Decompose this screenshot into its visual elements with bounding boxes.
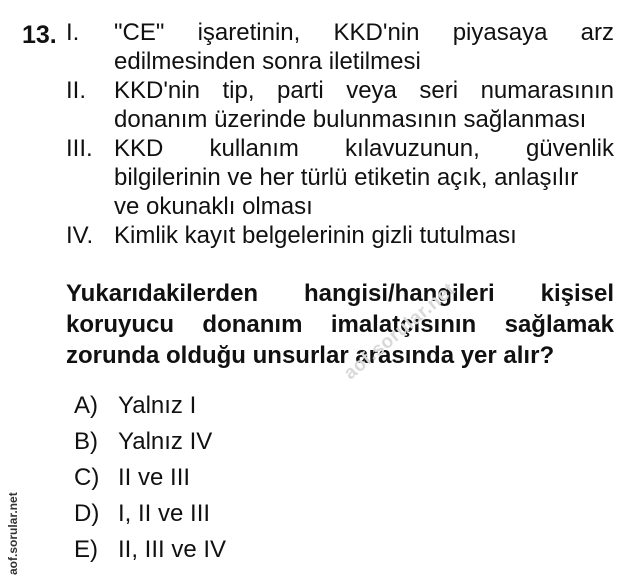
watermark-side: aof.sorular.net <box>6 492 20 575</box>
option-letter: D) <box>74 500 100 527</box>
option-c[interactable] <box>74 460 226 496</box>
statement-3 <box>66 134 614 221</box>
statement-numeral: IV. <box>66 222 94 249</box>
statement-numeral: II. <box>66 77 87 104</box>
statement-list <box>66 18 614 250</box>
statement-numeral: I. <box>66 19 80 46</box>
option-d[interactable] <box>74 496 226 532</box>
answer-options <box>74 388 226 568</box>
option-text: Yalnız I <box>118 392 197 419</box>
statement-text <box>114 18 614 76</box>
option-e[interactable] <box>74 532 226 568</box>
option-b[interactable] <box>74 424 226 460</box>
statement-line: Kimlik kayıt belgelerinin gizli tutulması <box>114 222 517 249</box>
question-stem-line: Yukarıdakilerden hangisi/hangileri kişisel <box>66 280 614 307</box>
option-text: II, III ve IV <box>118 536 227 563</box>
statement-text <box>114 134 614 221</box>
question-stem <box>66 278 614 371</box>
option-letter: E) <box>74 536 98 563</box>
watermark-diagonal: aof.sorular.net <box>340 279 460 385</box>
statement-1 <box>66 18 614 76</box>
statement-line: bilgilerinin ve her türlü etiketin açık, anlaşılır <box>114 164 579 191</box>
question-stem-line: koruyucu donanım imalatçısının sağlamak <box>66 311 614 338</box>
statement-numeral: III. <box>66 135 93 162</box>
option-letter: C) <box>74 464 100 491</box>
statement-line: KKD kullanım kılavuzunun, güvenlik <box>114 135 614 162</box>
option-a[interactable] <box>74 388 226 424</box>
statement-text <box>114 221 614 250</box>
question-stem-line: zorunda olduğu unsurlar arasında yer alır? <box>66 342 555 369</box>
question-number: 13. <box>22 21 57 49</box>
option-letter: B) <box>74 428 98 455</box>
statement-text <box>114 76 614 134</box>
statement-4 <box>66 221 614 250</box>
statement-line: donanım üzerinde bulunmasının sağlanması <box>114 106 587 133</box>
option-text: II ve III <box>118 464 191 491</box>
statement-line: KKD'nin tip, parti veya seri numarasının <box>114 77 614 104</box>
statement-line: "CE" işaretinin, KKD'nin piyasaya arz <box>114 19 614 46</box>
option-letter: A) <box>74 392 98 419</box>
option-text: I, II ve III <box>118 500 211 527</box>
statement-line: edilmesinden sonra iletilmesi <box>114 48 421 75</box>
statement-line: ve okunaklı olması <box>114 193 313 220</box>
option-text: Yalnız IV <box>118 428 213 455</box>
statement-2 <box>66 76 614 134</box>
